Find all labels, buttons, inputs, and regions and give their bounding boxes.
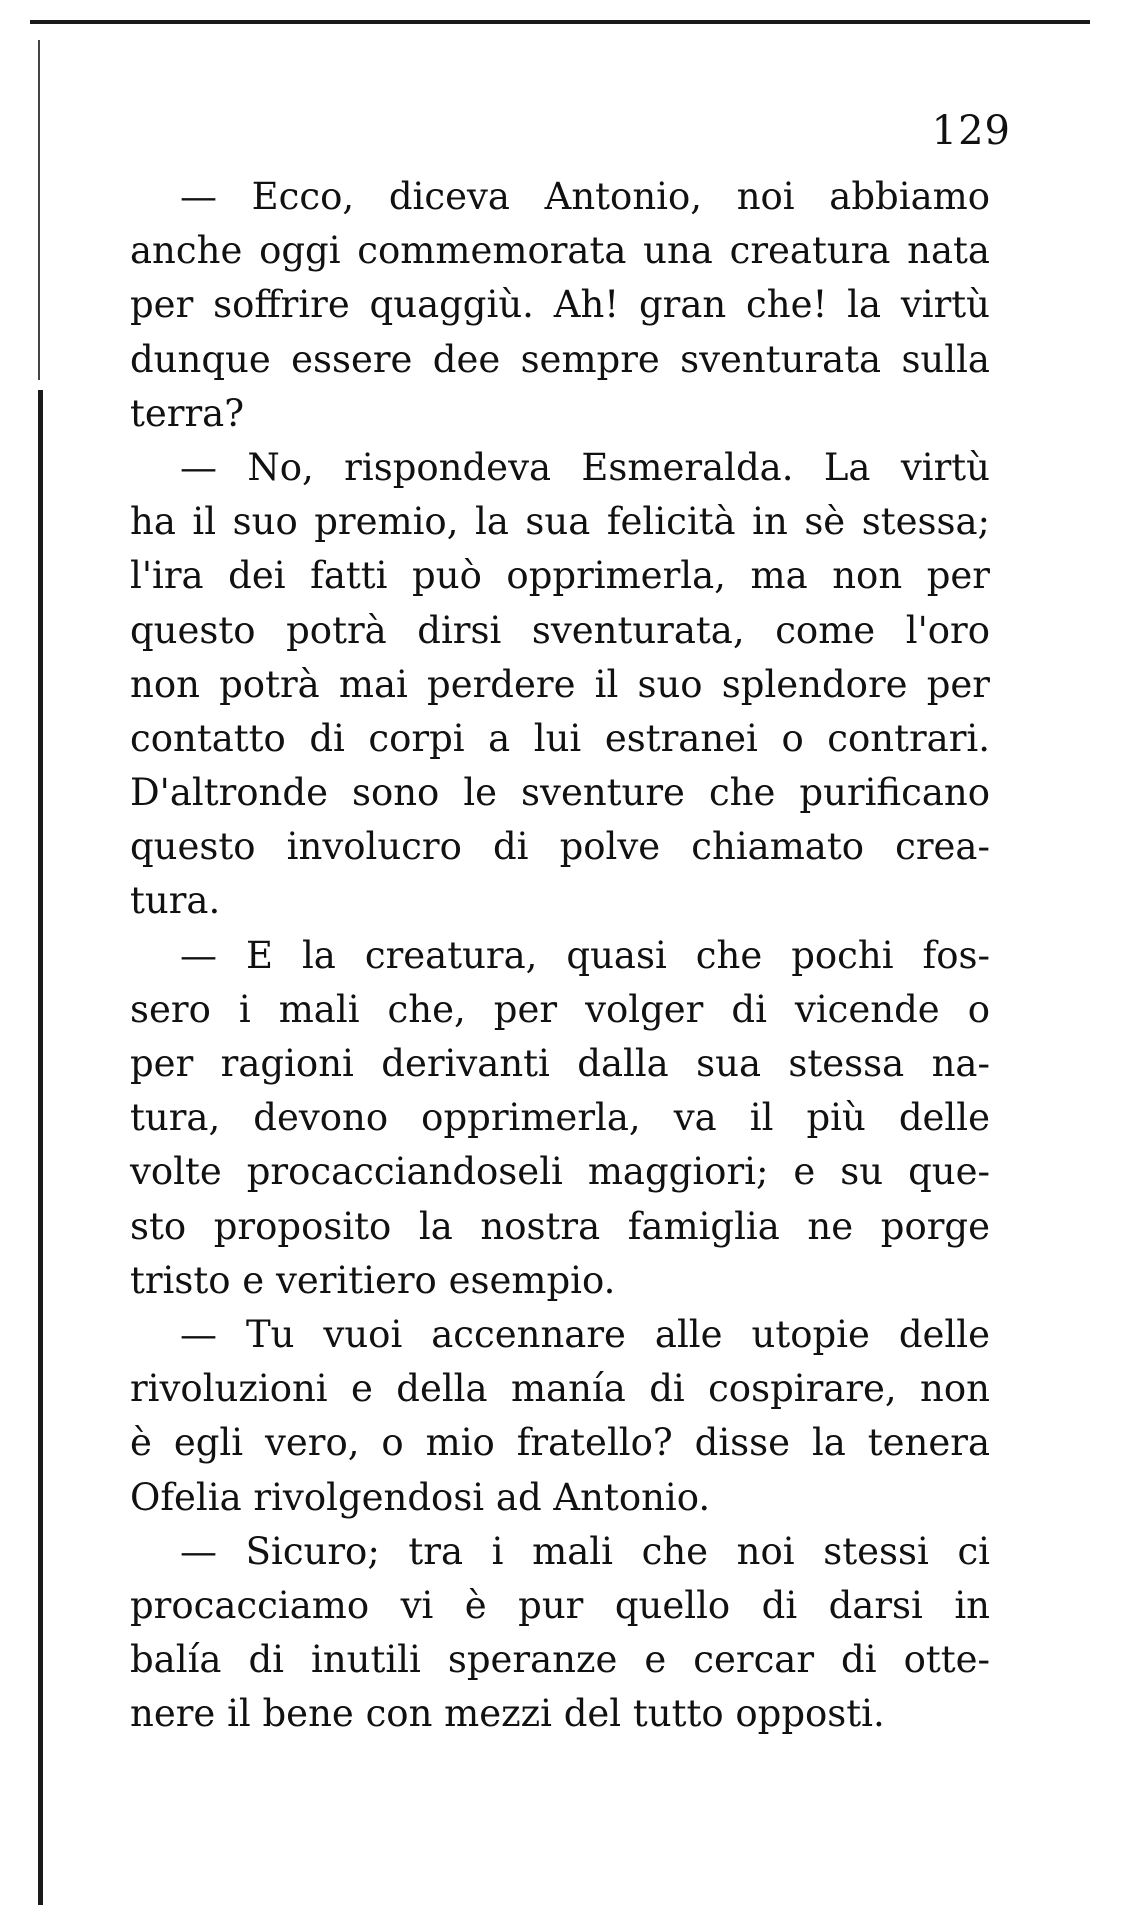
page-number: 129 bbox=[931, 108, 1011, 154]
left-border-rule bbox=[38, 390, 43, 1905]
text-line: — No, rispondeva Esmeralda. La virtù bbox=[180, 445, 990, 489]
paragraph bbox=[130, 1308, 990, 1525]
text-line: questo potrà dirsi sventurata, come l'oro bbox=[130, 608, 990, 652]
text-line: rivoluzioni e della manía di cospirare, non bbox=[130, 1367, 990, 1411]
paragraph bbox=[130, 170, 990, 441]
text-line: terra? bbox=[130, 391, 245, 435]
text-line: balía di inutili speranze e cercar di otte- bbox=[130, 1638, 990, 1682]
text-line: tura. bbox=[130, 879, 221, 923]
text-line: anche oggi commemorata una creatura nata bbox=[130, 229, 990, 273]
left-border-rule-upper bbox=[38, 40, 40, 380]
text-line: sero i mali che, per volger di vicende o bbox=[130, 987, 990, 1031]
text-line: dunque essere dee sempre sventurata sulla bbox=[130, 337, 990, 381]
text-line: D'altronde sono le sventure che purificano bbox=[130, 771, 990, 815]
text-line: Ofelia rivolgendosi ad Antonio. bbox=[130, 1475, 711, 1519]
text-line: — Sicuro; tra i mali che noi stessi ci bbox=[180, 1529, 990, 1573]
text-line: per ragioni derivanti dalla sua stessa na- bbox=[130, 1042, 990, 1085]
text-line: ha il suo premio, la sua felicità in sè stessa; bbox=[130, 500, 990, 544]
text-line: volte procacciandoseli maggiori; e su que- bbox=[130, 1150, 990, 1194]
text-line: non potrà mai perdere il suo splendore per bbox=[130, 662, 990, 706]
text-line: per soffrire quaggiù. Ah! gran che! la virtù bbox=[130, 283, 990, 327]
top-border-rule bbox=[30, 20, 1090, 24]
text-line: sto proposito la nostra famiglia ne porge bbox=[130, 1204, 990, 1248]
text-line: contatto di corpi a lui estranei o contrari. bbox=[130, 716, 990, 760]
paragraph bbox=[130, 1525, 990, 1742]
text-line: nere il bene con mezzi del tutto opposti. bbox=[130, 1692, 885, 1736]
text-line: è egli vero, o mio fratello? disse la tenera bbox=[130, 1421, 990, 1465]
paragraph bbox=[130, 929, 990, 1308]
text-line: l'ira dei fatti può opprimerla, ma non per bbox=[130, 554, 990, 598]
paragraph bbox=[130, 441, 990, 929]
text-line: — Ecco, diceva Antonio, noi abbiamo bbox=[180, 175, 990, 218]
text-line: questo involucro di polve chiamato crea- bbox=[130, 825, 990, 869]
text-line: procacciamo vi è pur quello di darsi in bbox=[130, 1583, 990, 1627]
text-line: — E la creatura, quasi che pochi fos- bbox=[180, 933, 990, 977]
text-body bbox=[130, 170, 990, 1741]
text-line: tura, devono opprimerla, va il più delle bbox=[130, 1096, 990, 1140]
text-line: — Tu vuoi accennare alle utopie delle bbox=[180, 1312, 990, 1356]
text-line: tristo e veritiero esempio. bbox=[130, 1258, 616, 1302]
